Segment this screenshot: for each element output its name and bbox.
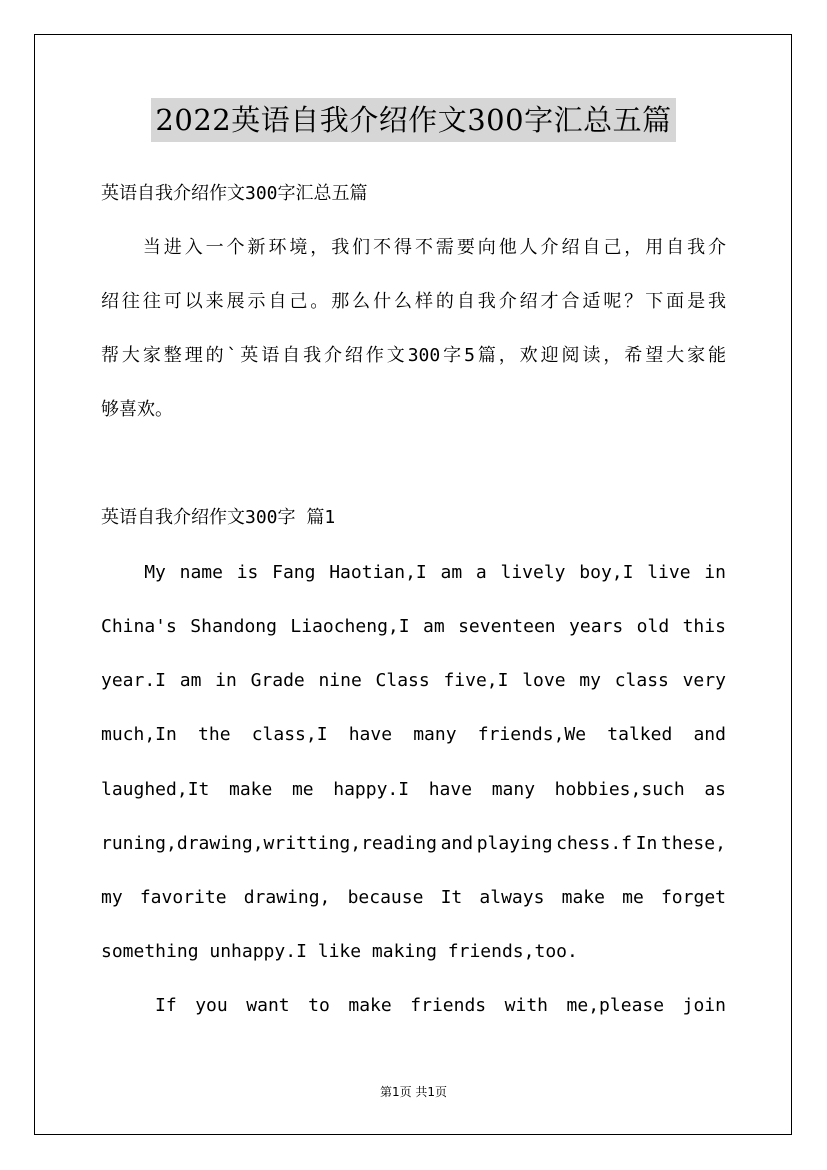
essay-word: old — [636, 616, 670, 637]
essay-word: to — [308, 995, 330, 1016]
essay-word: year.I — [101, 670, 167, 691]
essay-line-7 — [101, 886, 726, 910]
essay-word: very — [682, 670, 726, 691]
essay-word: hobbies,such — [554, 779, 685, 800]
intro-line-4: 够喜欢。 — [101, 399, 173, 420]
essay-line-8: something unhappy.I like making friends,too. — [101, 941, 578, 962]
essay-word: years — [569, 616, 624, 637]
essay-word: me,please — [566, 995, 665, 1016]
essay-word: the — [198, 724, 231, 745]
essay-line-3 — [101, 669, 726, 693]
essay-word: playing — [476, 833, 553, 854]
title-container — [0, 98, 827, 142]
essay-word: have — [348, 724, 393, 745]
essay-word: seventeen — [458, 616, 556, 637]
essay-line-6 — [101, 832, 726, 856]
essay-word: always — [479, 887, 545, 908]
essay-word: and — [693, 724, 726, 745]
essay-word: is — [236, 562, 259, 583]
essay-word: talked — [607, 724, 673, 745]
essay-word: me — [291, 779, 314, 800]
essay-word: friends — [410, 995, 487, 1016]
essay-word: as — [704, 779, 726, 800]
essay-word: make — [348, 995, 392, 1016]
essay-word: friends,We — [477, 724, 587, 745]
document-title: 2022英语自我介绍作文300字汇总五篇 — [151, 98, 675, 142]
essay-word: happy.I — [333, 779, 410, 800]
section-heading: 英语自我介绍作文300字 篇1 — [101, 507, 336, 528]
essay-word: nine — [318, 670, 362, 691]
essay-word: and — [440, 833, 474, 854]
essay-word: Liaocheng,I — [290, 616, 410, 637]
essay-word: am — [440, 562, 463, 583]
essay-word: lively — [500, 562, 566, 583]
essay-line-1 — [101, 561, 726, 585]
essay-word: chess.f — [556, 833, 633, 854]
essay-word: want — [246, 995, 290, 1016]
essay-word: many — [413, 724, 457, 745]
essay-word: these, — [660, 833, 726, 854]
essay-word: my — [579, 670, 601, 691]
essay-word: make — [561, 887, 605, 908]
page-footer: 第1页 共1页 — [379, 1085, 448, 1099]
essay-word: class — [614, 670, 669, 691]
intro-line-2: 绍往往可以来展示自己。那么什么样的自我介绍才合适呢？下面是我 — [101, 291, 726, 312]
essay-word: a — [475, 562, 487, 583]
essay-word: am — [423, 616, 445, 637]
essay-word: love — [522, 670, 566, 691]
essay-word: because — [347, 887, 424, 908]
essay-word: with — [504, 995, 549, 1016]
essay-word: China's — [101, 616, 177, 637]
essay-word: forget — [660, 887, 726, 908]
essay-word: much,In — [101, 724, 177, 745]
essay-word: my — [101, 887, 123, 908]
essay-word: this — [682, 616, 726, 637]
essay-word: boy,I — [579, 562, 634, 583]
essay-word: name — [179, 562, 223, 583]
document-subtitle: 英语自我介绍作文300字汇总五篇 — [101, 183, 368, 204]
essay-word: make — [228, 779, 273, 800]
essay-word: in — [704, 562, 726, 583]
essay-word: in — [215, 670, 237, 691]
essay-word: favorite — [139, 887, 227, 908]
essay-word: It — [440, 887, 463, 908]
intro-line-3: 帮大家整理的`英语自我介绍作文300字5篇，欢迎阅读，希望大家能 — [101, 345, 726, 366]
essay-word: If — [155, 995, 177, 1016]
essay-word: five,I — [443, 670, 509, 691]
essay-word: many — [491, 779, 536, 800]
essay-word: drawing, — [243, 887, 331, 908]
essay-word: Haotian,I — [329, 562, 427, 583]
essay-word: Class — [375, 670, 430, 691]
essay-word: Grade — [250, 670, 305, 691]
essay-word: class,I — [251, 724, 328, 745]
essay-word: you — [195, 995, 228, 1016]
essay-word: Shandong — [190, 616, 277, 637]
essay-word: join — [682, 995, 726, 1016]
essay-word: live — [647, 562, 691, 583]
intro-line-1: 当进入一个新环境，我们不得不需要向他人介绍自己，用自我介 — [101, 237, 726, 258]
essay-line-2 — [101, 615, 726, 639]
essay-word: runing,drawing,writting,reading — [101, 833, 437, 854]
essay-line-9 — [101, 994, 726, 1018]
essay-line-5 — [101, 778, 726, 802]
essay-word: In — [635, 833, 658, 854]
essay-word: Fang — [272, 562, 316, 583]
essay-word: My — [144, 562, 166, 583]
essay-word: have — [428, 779, 473, 800]
essay-word: laughed,It — [101, 779, 210, 800]
essay-line-4 — [101, 723, 726, 747]
essay-word: me — [622, 887, 644, 908]
essay-word: am — [179, 670, 202, 691]
